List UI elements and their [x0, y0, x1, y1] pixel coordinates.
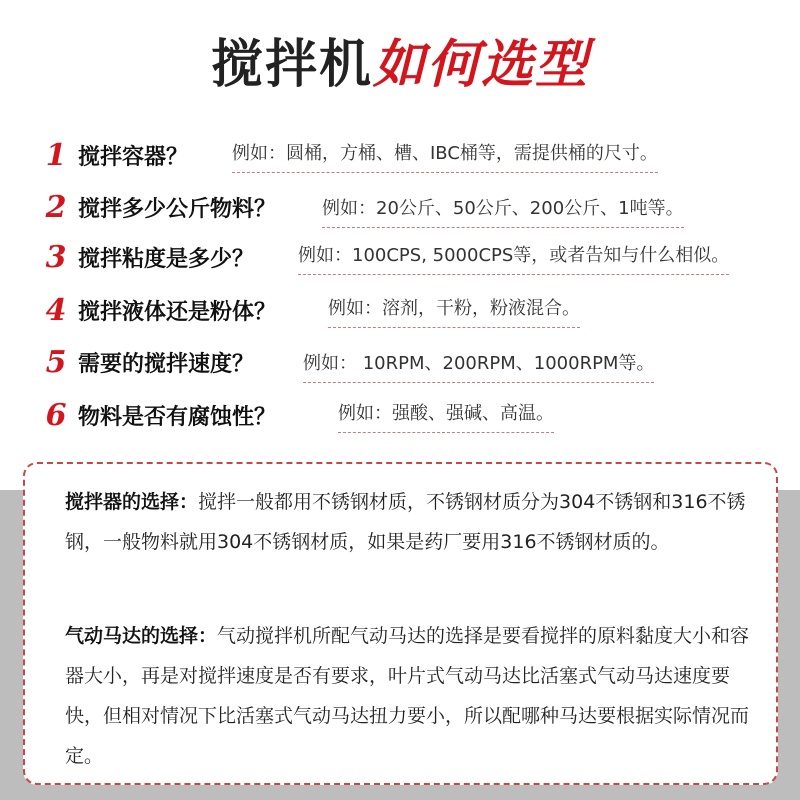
question-number: 5	[45, 344, 67, 380]
question-text: 需要的搅拌速度？	[78, 351, 255, 377]
agitator-text: 搅拌一般都用不锈钢材质，不锈钢材质分为304不锈钢和316不锈钢，一般物料就用304不锈钢材质，如果是药厂要用316不锈钢材质的。	[65, 491, 746, 553]
question-number: 2	[45, 189, 67, 225]
info-card	[23, 462, 778, 785]
question-row-4	[42, 285, 276, 335]
question-row-6	[42, 390, 276, 440]
question-number: 3	[45, 239, 67, 275]
agitator-paragraph	[65, 482, 755, 562]
question-row-1	[42, 130, 188, 180]
question-example: 例如：20公斤、50公斤、200公斤、1吨等。	[322, 197, 684, 228]
question-text: 搅拌容器？	[78, 144, 189, 170]
question-example: 例如：圆桶，方桶、槽、IBC桶等，需提供桶的尺寸。	[232, 142, 658, 173]
question-number: 1	[45, 137, 67, 173]
motor-paragraph	[65, 616, 755, 776]
question-example: 例如：强酸、强碱、高温。	[338, 402, 554, 433]
question-text: 搅拌粘度是多少？	[78, 246, 255, 272]
question-text: 搅拌多少公斤物料？	[78, 196, 277, 222]
question-example: 例如： 10RPM、200RPM、1000RPM等。	[303, 352, 654, 383]
question-number: 4	[45, 292, 67, 328]
question-example: 例如：100CPS, 5000CPS等，或者告知与什么相似。	[298, 244, 729, 275]
question-row-2	[42, 182, 276, 232]
question-example: 例如：溶剂，干粉，粉液混合。	[328, 297, 580, 328]
agitator-label: 搅拌器的选择：	[65, 491, 199, 513]
title-part-dark: 搅拌机	[210, 35, 373, 95]
question-row-3	[42, 232, 254, 282]
question-text: 物料是否有腐蚀性？	[78, 404, 277, 430]
question-row-5	[42, 337, 254, 387]
title-part-red: 如何选型	[373, 35, 590, 95]
question-text: 搅拌液体还是粉体？	[78, 299, 277, 325]
question-number: 6	[45, 397, 67, 433]
motor-text: 气动搅拌机所配气动马达的选择是要看搅拌的原料黏度大小和容器大小，再是对搅拌速度是否有要求，叶片式气动马达比活塞式气动马达速度要快，但相对情况下比活塞式气动马达扭力要小，所以配哪种马达要根据实际情况而定。	[65, 625, 750, 767]
page-title	[0, 30, 800, 100]
motor-label: 气动马达的选择：	[65, 625, 218, 647]
